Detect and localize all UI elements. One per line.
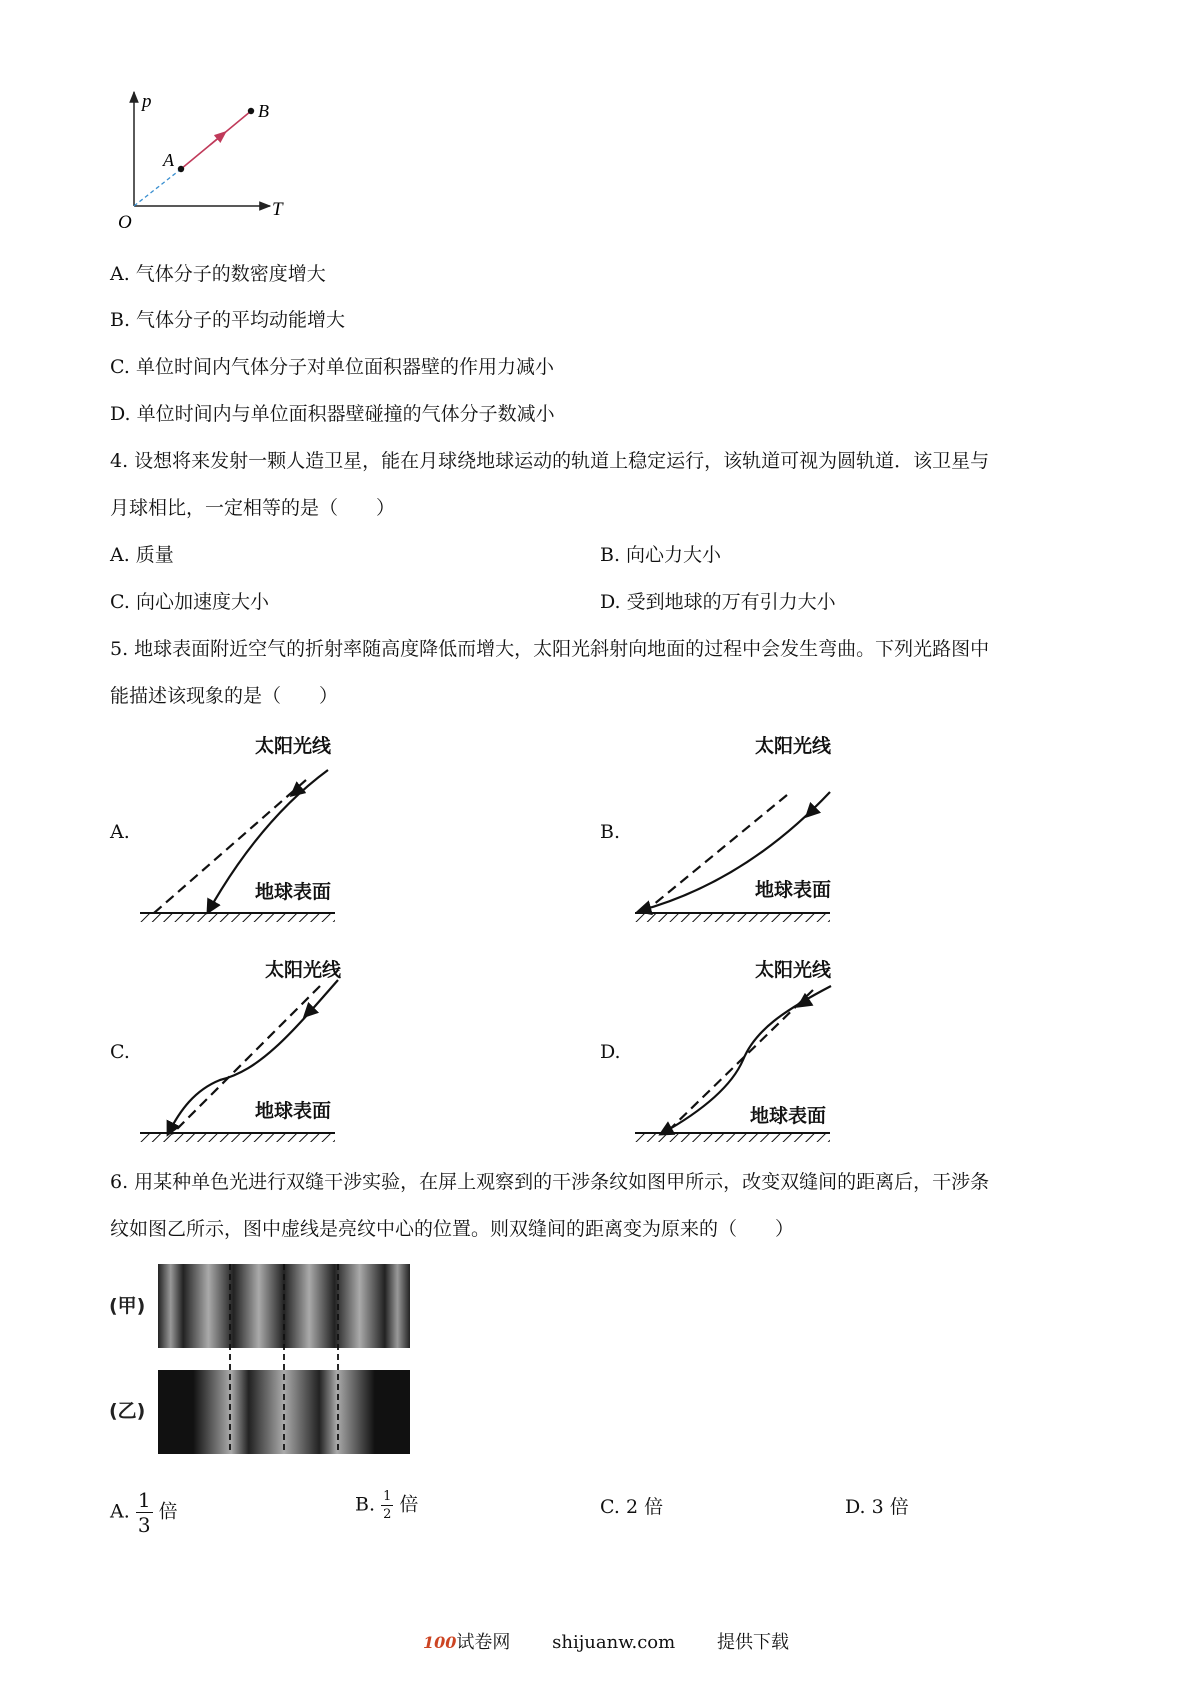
site-url[interactable]: shijuanw.com (552, 1632, 676, 1653)
point-a-label: A (163, 150, 174, 170)
q3-option-c: C. 单位时间内气体分子对单位面积器壁的作用力减小 (110, 356, 554, 378)
pt-graph (110, 88, 320, 248)
q5-option-c-label: C. (110, 1041, 130, 1063)
q4-option-d: D. 受到地球的万有引力大小 (600, 591, 836, 613)
ground-hatch (635, 1133, 830, 1142)
ground-hatch (140, 1133, 335, 1142)
q4-option-c: C. 向心加速度大小 (110, 591, 269, 613)
q6-stem-line-2: 纹如图乙所示，图中虚线是亮纹中心的位置。则双缝间的距离变为原来的（ ） (110, 1218, 795, 1240)
earth-surface-label: 地球表面 (255, 1100, 332, 1122)
q6-option-c: C. 2 倍 (600, 1496, 664, 1518)
q6-option-b: B. $\frac{1}{2}$ 倍 (355, 1489, 419, 1522)
sun-ray-label: 太阳光线 (255, 735, 332, 757)
fraction-one-half: $\frac{1}{2}$ (383, 1489, 392, 1522)
q5-stem-line-1: 5. 地球表面附近空气的折射率随高度降低而增大，太阳光斜射向地面的过程中会发生弯曲。下列光路图中 (110, 638, 990, 660)
light-diagram-a (140, 730, 340, 925)
ground-hatch (635, 913, 830, 922)
earth-surface-label: 地球表面 (255, 881, 332, 903)
earth-surface-label: 地球表面 (750, 1105, 827, 1127)
fig-jia-label: (甲) (109, 1295, 146, 1317)
site-name: 试卷网 (456, 1632, 511, 1653)
q4-stem-line-2: 月球相比，一定相等的是（ ） (110, 497, 396, 519)
extension-dashed-line (134, 169, 181, 206)
q6-option-d: D. 3 倍 (845, 1496, 909, 1518)
sun-ray-label: 太阳光线 (265, 959, 342, 981)
q6-option-a: A. $\frac{1}{3}$ 倍 (110, 1488, 178, 1537)
q3-option-d: D. 单位时间内与单位面积器壁碰撞的气体分子数减小 (110, 403, 555, 425)
q4-option-b: B. 向心力大小 (600, 544, 722, 566)
fringe-pattern-yi (158, 1370, 410, 1454)
point-b-label: B (258, 101, 269, 121)
site-logo: 100 (423, 1633, 457, 1652)
q3-option-b: B. 气体分子的平均动能增大 (110, 309, 346, 331)
q6-stem-line-1: 6. 用某种单色光进行双缝干涉实验，在屏上观察到的干涉条纹如图甲所示，改变双缝间的距离后，干涉条 (110, 1171, 990, 1193)
ground-hatch (140, 913, 335, 922)
q4-stem-line-1: 4. 设想将来发射一颗人造卫星，能在月球绕地球运动的轨道上稳定运行，该轨道可视为圆轨道．该卫星与 (110, 450, 990, 472)
q5-option-b-label: B. (600, 821, 621, 843)
download-text: 提供下载 (716, 1632, 789, 1653)
fraction-one-third: $\frac{1}{3}$ (137, 1488, 151, 1537)
axis-y-label: p (142, 91, 152, 112)
light-diagram-c (140, 950, 340, 1145)
fig-yi-label: (乙) (109, 1400, 146, 1422)
q5-stem-line-2: 能描述该现象的是（ ） (110, 685, 339, 707)
point-b (248, 108, 254, 114)
axis-x-label: T (272, 199, 283, 220)
sun-ray-label: 太阳光线 (755, 959, 832, 981)
footer (423, 1628, 789, 1654)
q3-option-a: A. 气体分子的数密度增大 (110, 263, 326, 285)
q5-option-d-label: D. (600, 1041, 621, 1063)
sun-ray-label: 太阳光线 (755, 735, 832, 757)
q4-option-a: A. 质量 (110, 544, 174, 566)
origin-label: O (118, 212, 132, 233)
interference-fringes-figure (105, 1262, 415, 1462)
earth-surface-label: 地球表面 (755, 879, 832, 901)
q5-option-a-label: A. (110, 821, 130, 843)
light-diagram-b (635, 730, 835, 925)
direction-arrow (210, 135, 222, 145)
light-diagram-d (635, 950, 835, 1145)
point-a (178, 166, 184, 172)
